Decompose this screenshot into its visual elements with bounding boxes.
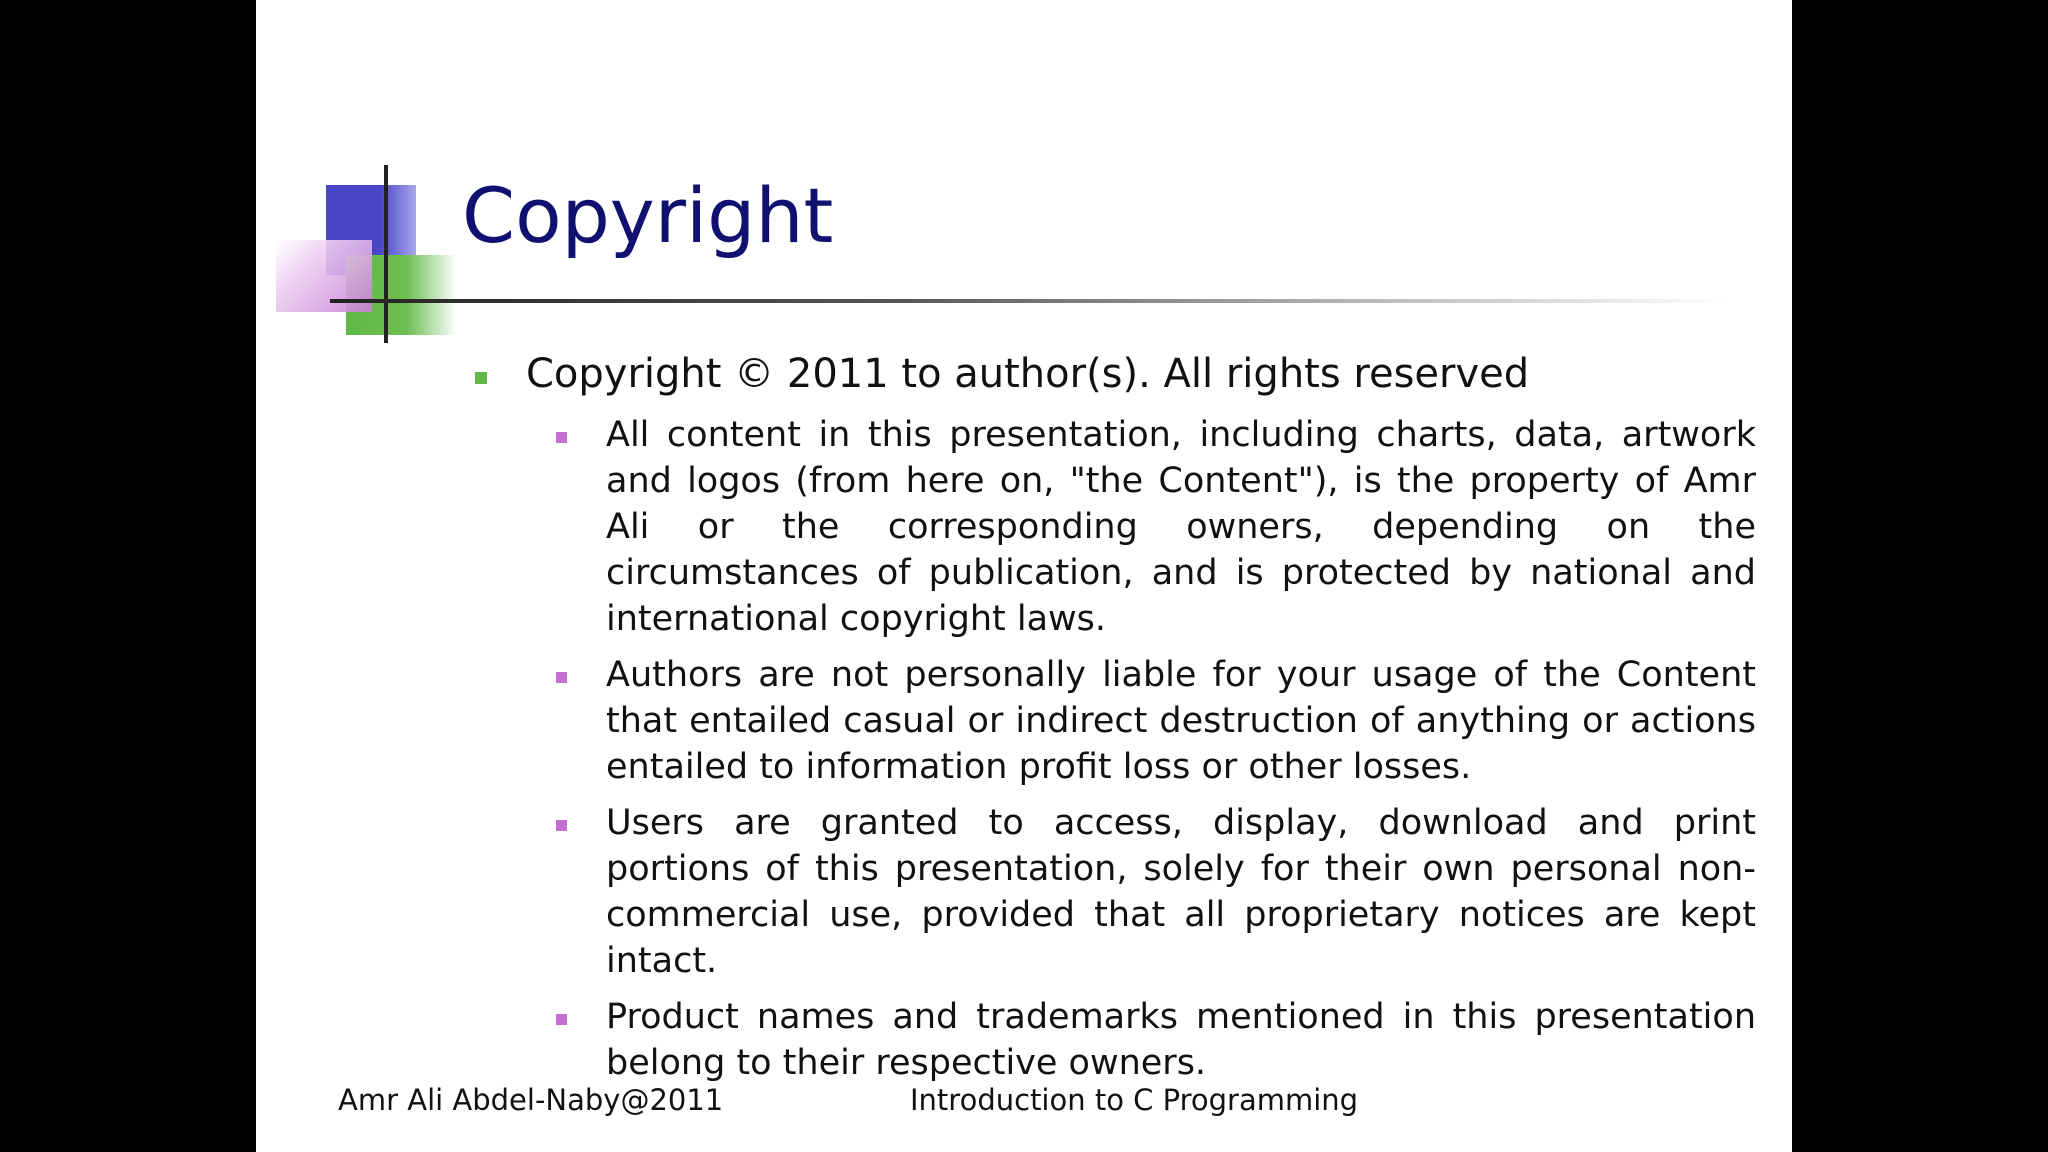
bullet-level2	[556, 412, 1756, 642]
square-bullet-icon	[556, 672, 567, 683]
bullet-level2	[556, 800, 1756, 984]
bullet-level2	[556, 652, 1756, 790]
square-bullet-icon	[556, 820, 567, 831]
square-bullet-icon	[556, 1014, 567, 1025]
bullet-text: Copyright © 2011 to author(s). All rights reserved	[526, 351, 1530, 397]
bullet-text: Product names and trademarks mentioned in this presentation belong to their respective owners.	[606, 997, 1756, 1083]
slide-content	[471, 344, 1792, 1096]
square-bullet-icon	[556, 432, 567, 443]
slide-title: Copyright	[462, 171, 834, 260]
slide	[256, 0, 1792, 1152]
bullet-level1	[471, 344, 1792, 404]
bullet-text: All content in this presentation, including charts, data, artwork and logos (from here on, "the Content"), is the property of Amr Ali or the corresponding owners, depending on the circumstances of publication, and is protected by national and international copyright laws.	[606, 415, 1756, 639]
footer-author: Amr Ali Abdel-Naby@2011	[338, 1083, 724, 1117]
title-underline	[330, 299, 1730, 303]
footer-course-title: Introduction to C Programming	[910, 1083, 1359, 1117]
square-bullet-icon	[475, 372, 487, 384]
decor-vertical-line	[384, 165, 388, 343]
slide-decoration-logo	[256, 0, 456, 360]
bullet-text: Authors are not personally liable for your usage of the Content that entailed casual or indirect destruction of anything or actions entailed to information profit loss or other losses.	[606, 655, 1756, 787]
bullet-level2	[556, 994, 1756, 1086]
bullet-text: Users are granted to access, display, download and print portions of this presentation, solely for their own personal non-commercial use, provided that all proprietary notices are kept intact.	[606, 803, 1756, 981]
